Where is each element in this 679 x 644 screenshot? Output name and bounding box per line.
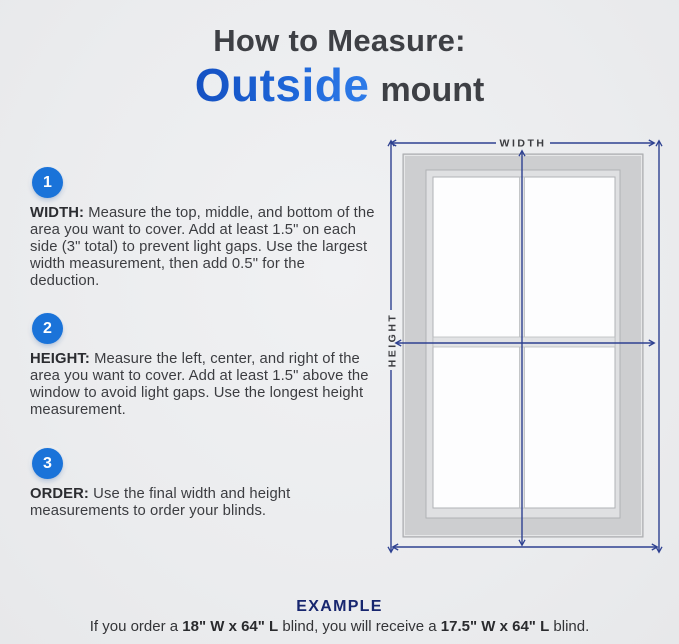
example-ordered-size: 18" W x 64" L [182,618,279,635]
example-post: blind. [549,618,590,635]
step-3-body: Use the final width and height measurements to order your blinds. [30,486,291,519]
step-2-text [30,351,378,419]
step-3-number-badge: 3 [32,448,63,479]
step-1 [30,167,378,290]
width-arrow-label: WIDTH [499,137,547,150]
step-2-label: HEIGHT: [30,351,90,367]
example-heading: EXAMPLE [296,598,383,615]
example-sentence [0,618,679,636]
example-mid: blind, you will receive a [278,618,441,635]
step-1-number-badge: 1 [32,167,63,198]
window-illustration [403,154,643,537]
title-accent-outside: Outside [194,59,370,111]
title-line2 [0,61,679,121]
step-2-number-badge: 2 [32,313,63,344]
example-pre: If you order a [89,618,183,635]
step-1-body: Measure the top, middle, and bottom of the area you want to cover. Add at least 1.5" on each side (3" total) to prevent light gaps. Use the largest width measurement, then add 0.5" for the deduction. [30,205,375,289]
page-title [0,22,679,121]
title-rest-mount: mount [380,71,485,109]
height-arrow-label: HEIGHT [386,312,399,368]
window-horizontal-mullion [433,337,615,347]
window-measure-diagram [378,128,670,568]
step-3 [30,448,378,520]
window-diagram-svg [378,128,670,568]
step-3-text [30,486,378,520]
title-line1: How to Measure: [213,23,466,58]
step-1-label: WIDTH: [30,205,85,221]
example-footer [0,597,679,636]
step-2 [30,313,378,419]
step-2-body: Measure the left, center, and right of the area you want to cover. Add at least 1.5" above the window to avoid light gaps. Use the longest height measurement. [30,351,369,418]
example-received-size: 17.5" W x 64" L [440,618,550,635]
step-1-text [30,205,378,290]
step-3-label: ORDER: [30,486,89,502]
